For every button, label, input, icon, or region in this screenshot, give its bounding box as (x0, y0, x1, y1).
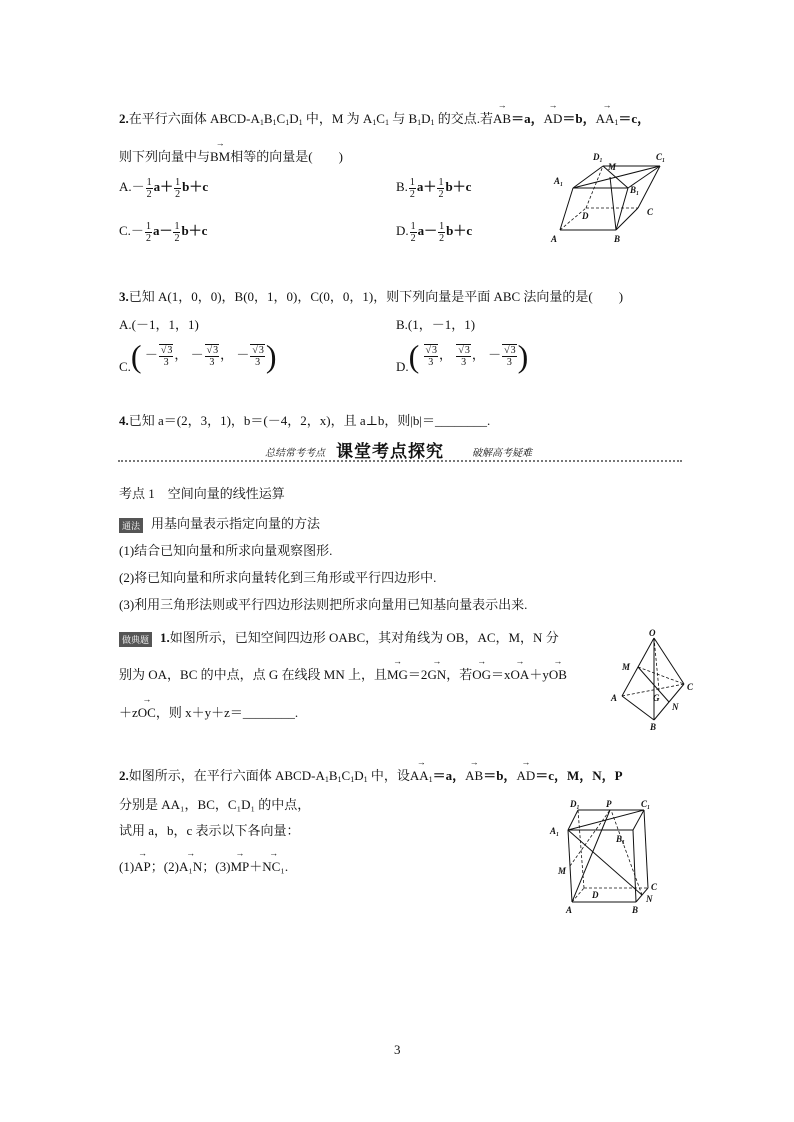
banner-title: 课堂考点探究 (336, 442, 444, 462)
q2-option-a: A.－ $\frac{1}{2}$ a＋ $\frac{1}{2}$ b＋c (119, 176, 209, 200)
fig3-label-d: D (592, 890, 599, 900)
ex1-line1: 做典题 1.如图所示，已知空间四边形 OABC，其对角线为 OB，AC，M，N 分 (119, 627, 559, 647)
vector-bm: → BM (210, 149, 230, 165)
fig3-label-a1: A₁ (550, 826, 560, 836)
q3-stem: 3.已知 A(1，0，0)，B(0，1，0)，C(0，0，1)，则下列向量是平面 ABC 法向量的是( ) (119, 289, 624, 304)
q3-option-b: B.(1，－1，1) (396, 317, 476, 332)
q2-stem-line2: 则下列向量中与→ BM相等的向量是( ) (119, 146, 343, 165)
method-step-2: (2)将已知向量和所求向量转化到三角形或平行四边形中. (119, 570, 437, 585)
parallelepiped-figure-1 (548, 148, 680, 248)
q2-number: 2. (119, 111, 129, 126)
tongfa-tag: 通法 (119, 518, 143, 533)
ex1-line2: 别为 OA，BC 的中点，点 G 在线段 MN 上，且→ MG＝2→ GN，若→ OG＝x→ OA＋y→ OB (119, 664, 567, 683)
q3-option-d: D.( $\frac{√3}{3}$ ， $\frac{√3}{3}$ ， － $\frac{√3}{3}$ ) (396, 338, 529, 374)
fig3-label-m: M (558, 866, 567, 876)
fig1-label-b1: B₁ (630, 185, 640, 195)
q2-option-b: B. $\frac{1}{2}$ a＋ $\frac{1}{2}$ b＋c (396, 176, 472, 200)
ex1-line3: ＋z→ OC，则 x＋y＋z＝________. (119, 702, 298, 721)
vector-ab: → AB (493, 111, 511, 127)
q4-stem: 4.已知 a＝(2，3，1)，b＝(－4，2，x)，且 a⊥b，则|b|＝________. (119, 413, 491, 428)
fig3-label-a: A (566, 905, 573, 915)
fig1-label-c: C (647, 207, 654, 217)
fig1-label-m: M (608, 162, 617, 172)
parallelepiped-figure-2 (548, 798, 666, 918)
q2-option-c: C.－ $\frac{1}{2}$ a－ $\frac{1}{2}$ b＋c (119, 220, 208, 244)
fig1-label-b: B (614, 234, 621, 244)
fig3-label-c: C (651, 882, 658, 892)
q2-option-d: D. $\frac{1}{2}$ a－ $\frac{1}{2}$ b＋c (396, 220, 473, 244)
q2-stem-line1: 2.在平行六面体 ABCD-$A_1B_1C_1D_1$ 中，M 为 $A_1C_1$ 与 $B_1D_1$ 的交点.若→ AB＝a，→ AD＝b，→ $AA_1=c$， (119, 108, 650, 127)
ex2-line4: (1)→ AP；(2)→ A₁N；(3)→ MP＋→ NC₁. (119, 856, 288, 875)
fig2-label-b: B (650, 722, 657, 732)
fig1-label-c1: C₁ (656, 152, 666, 162)
banner-right-text: 破解高考疑难 (472, 448, 532, 459)
banner-divider (118, 460, 682, 462)
fig3-label-d1: D₁ (570, 799, 580, 809)
tongfa-heading: 通法 用基向量表示指定向量的方法 (119, 513, 320, 533)
fig3-label-c1: C₁ (641, 799, 651, 809)
method-step-3: (3)利用三角形法则或平行四边形法则把所求向量用已知基向量表示出来. (119, 597, 528, 612)
tetrahedron-figure (608, 628, 698, 732)
fig3-label-n: N (646, 894, 653, 904)
ex2-line2: 分别是 AA₁，BC，C₁D₁ 的中点， (119, 797, 311, 812)
vector-ad: → AD (544, 111, 563, 127)
fig1-label-a1: A₁ (554, 176, 564, 186)
page-number: 3 (394, 1042, 401, 1057)
fig2-label-n: N (672, 702, 679, 712)
banner-left-text: 总结常考考点 (265, 448, 325, 459)
ex2-line3: 试用 a，b，c 表示以下各向量： (119, 823, 300, 838)
ex2-line1: 2.如图所示，在平行六面体 ABCD-$A_1B_1C_1D_1$ 中，设→ $AA_1=a$，→ AB＝b，→ AD＝c，M，N，P (119, 765, 623, 784)
fig1-label-d1: D₁ (593, 152, 603, 162)
q3-option-c: C.( － $\frac{√3}{3}$ ， － $\frac{√3}{3}$ ， － $\frac{√3}{3}$ ) (119, 338, 277, 374)
fig3-label-b1: B₁ (616, 834, 626, 844)
fig2-label-c: C (687, 682, 694, 692)
fig2-label-a: A (611, 693, 618, 703)
method-step-1: (1)结合已知向量和所求向量观察图形. (119, 543, 333, 558)
fig3-label-p: P (606, 799, 612, 809)
q3-option-a: A.(－1，1，1) (119, 317, 199, 332)
fig1-label-a: A (551, 234, 558, 244)
fig2-label-m: M (622, 662, 631, 672)
fig2-label-g: G (653, 693, 660, 703)
kaodian-title: 考点 1 空间向量的线性运算 (119, 486, 285, 501)
vector-aa1: → $AA_1$ (596, 111, 619, 127)
fig2-label-o: O (649, 628, 656, 638)
fig1-label-d: D (582, 211, 589, 221)
fig3-label-b: B (632, 905, 639, 915)
dianti-tag: 做典题 (119, 632, 152, 647)
